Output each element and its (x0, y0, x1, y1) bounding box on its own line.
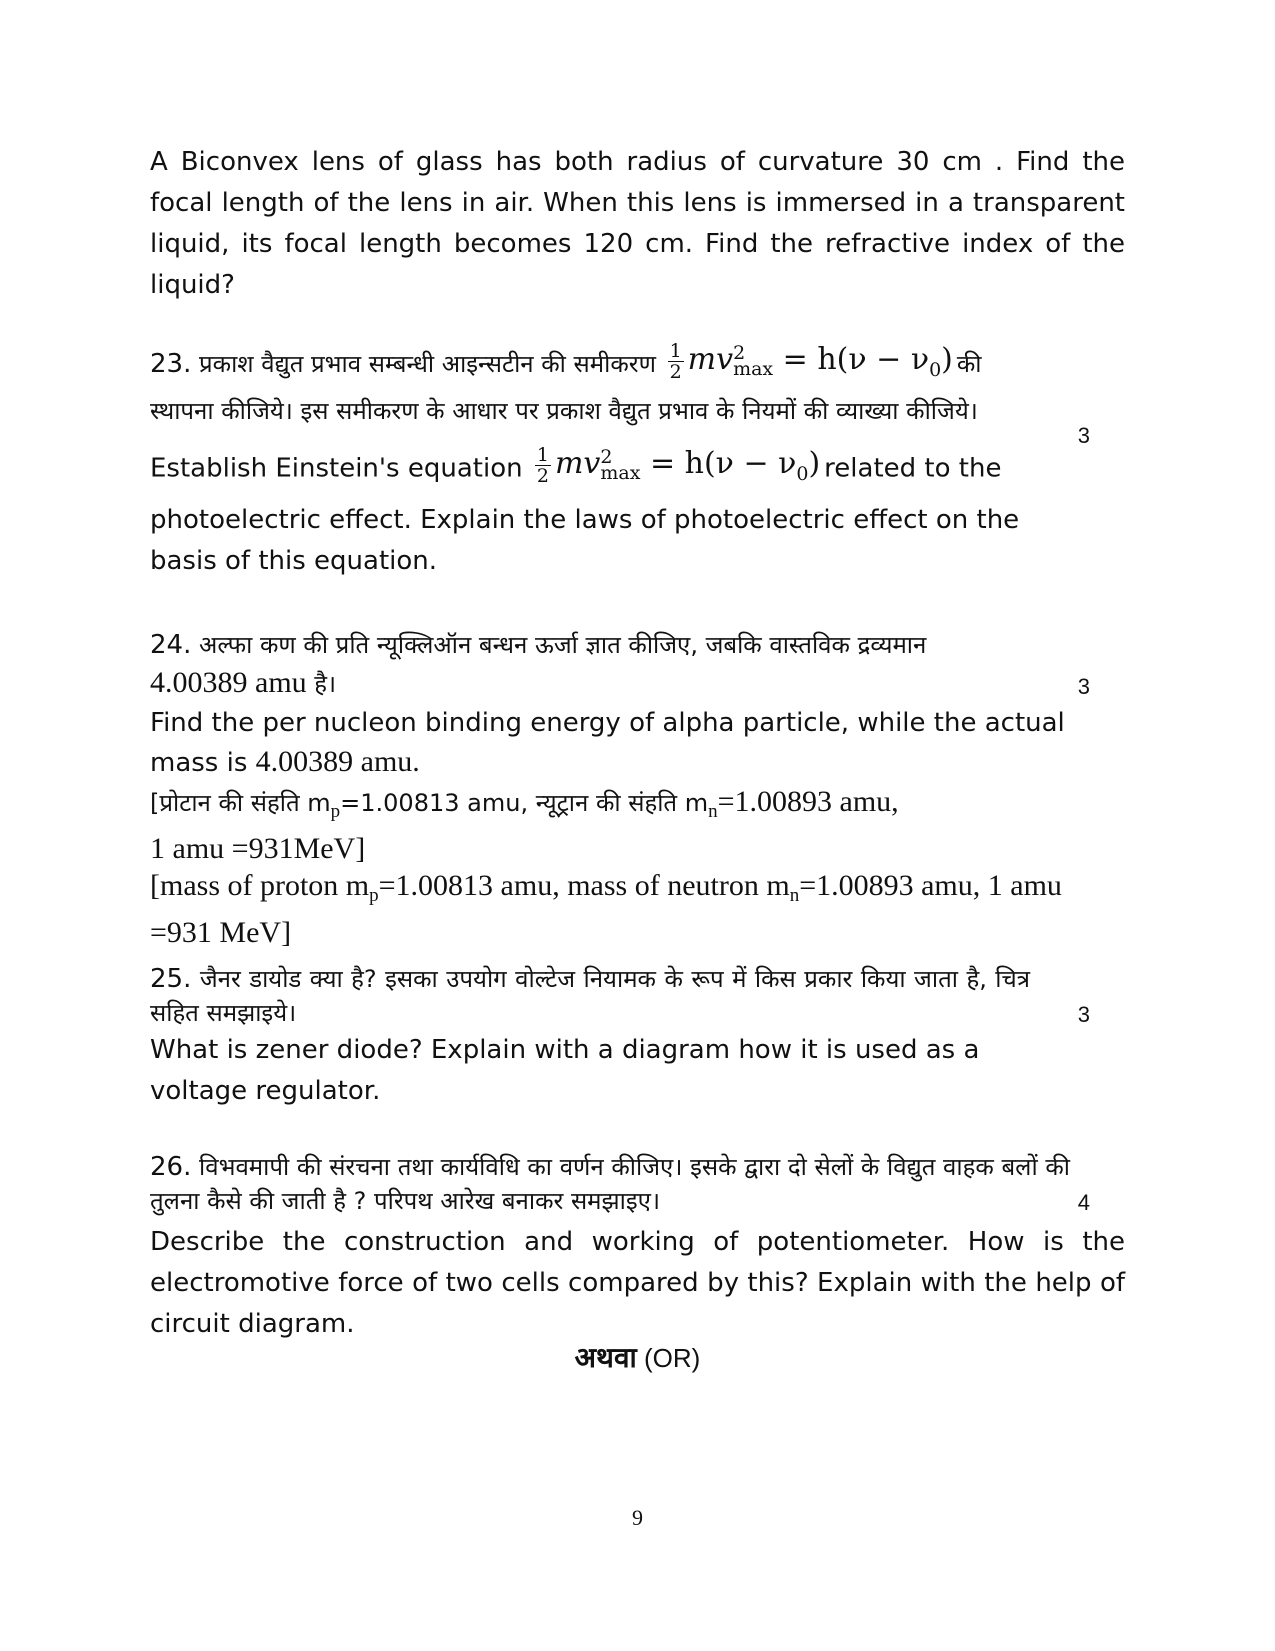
question-24-english: Find the per nucleon binding energy of alpha particle, while the actual mass is 4.00389 amu. (150, 708, 1065, 778)
question-23-english-intro: Establish Einstein's equation (150, 453, 523, 484)
question-number: 24. (150, 630, 192, 660)
question-23-hindi-intro: प्रकाश वैद्युत प्रभाव सम्बन्धी आइन्सटीन की समीकरण (199, 350, 656, 378)
question-23 (150, 336, 1125, 582)
question-25 (150, 962, 1125, 1112)
question-22-text (150, 142, 1125, 306)
question-23-hindi-after: की (956, 350, 982, 378)
fraction-half: $\frac{1}{2}$ (669, 339, 682, 383)
marks-badge: 3 (1077, 674, 1090, 699)
or-hindi: अथवा (574, 1342, 637, 1373)
question-25-hindi: 25. जैनर डायोड क्या है? इसका उपयोग वोल्टेज नियामक के रूप में किस प्रकार किया जाता है, चित्र सहित समझाइये। (150, 964, 1030, 1027)
question-23-english-line1 (150, 438, 1125, 500)
question-number: 23. (150, 349, 192, 379)
einstein-equation-en: $\frac{1}{2}$ mv 2 max = $h(\nu - \nu_0)$ (536, 443, 821, 487)
question-23-english-rest: photoelectric effect. Explain the laws of photoelectric effect on the basis of this equation. (150, 505, 1020, 576)
question-22-english: A Biconvex lens of glass has both radius of curvature 30 cm . Find the focal length of the lens in air. When this lens is immersed in a transparent liquid, its focal length becomes 120 cm. Find the refractive index of the liquid? (150, 147, 1125, 300)
page-number: 9 (632, 1505, 643, 1530)
or-separator (150, 1338, 1125, 1378)
question-26-english: Describe the construction and working of potentiometer. How is the electromotive force of two cells compared by this? Explain with the help of circuit diagram. (150, 1227, 1125, 1339)
question-25-english: What is zener diode? Explain with a diagram how it is used as a voltage regulator. (150, 1035, 980, 1106)
marks-badge: 3 (1077, 1002, 1090, 1027)
question-23-english-after: related to the (824, 453, 1002, 484)
exam-page (150, 0, 1125, 1651)
question-24-hindi-line2: 4.00389 amu है। (150, 666, 337, 699)
einstein-equation: $\frac{1}{2}$ mv 2 max = $h(\nu - \nu_0)$ (669, 339, 953, 383)
question-26 (150, 1150, 1125, 1345)
question-23-hindi-line1 (150, 336, 1125, 394)
question-26-hindi: 26. विभवमापी की संरचना तथा कार्यविधि का वर्णन कीजिए। इसके द्वारा दो सेलों के विद्युत वाहक बलों की तुलना कैसे की जाती है ? परिपथ आरेख बनाकर समझाइए। (150, 1152, 1070, 1215)
question-24-english-data: [mass of proton $m_p=1.00813$ amu, mass of neutron $m_n=1.00893$ amu, 1 amu =931 MeV] (150, 869, 1062, 949)
question-24-hindi-line1: 24. अल्फा कण की प्रति न्यूक्लिऑन बन्धन ऊर्जा ज्ञात कीजिए, जबकि वास्तविक द्रव्यमान (150, 630, 927, 660)
marks-badge: 4 (1077, 1190, 1090, 1215)
question-24-hindi-data: [प्रोटान की संहति $m_p=1.00813$ amu, न्यूट्रान की संहति $m_n=1.00893$ amu, 1 amu =931MeV] (150, 785, 899, 865)
question-24 (150, 626, 1125, 951)
marks-badge: 3 (1077, 423, 1090, 448)
or-english: (OR) (644, 1343, 701, 1373)
question-23-hindi-rest: स्थापना कीजिये। इस समीकरण के आधार पर प्रकाश वैद्युत प्रभाव के नियमों की व्याख्या कीजिये। (150, 397, 978, 425)
